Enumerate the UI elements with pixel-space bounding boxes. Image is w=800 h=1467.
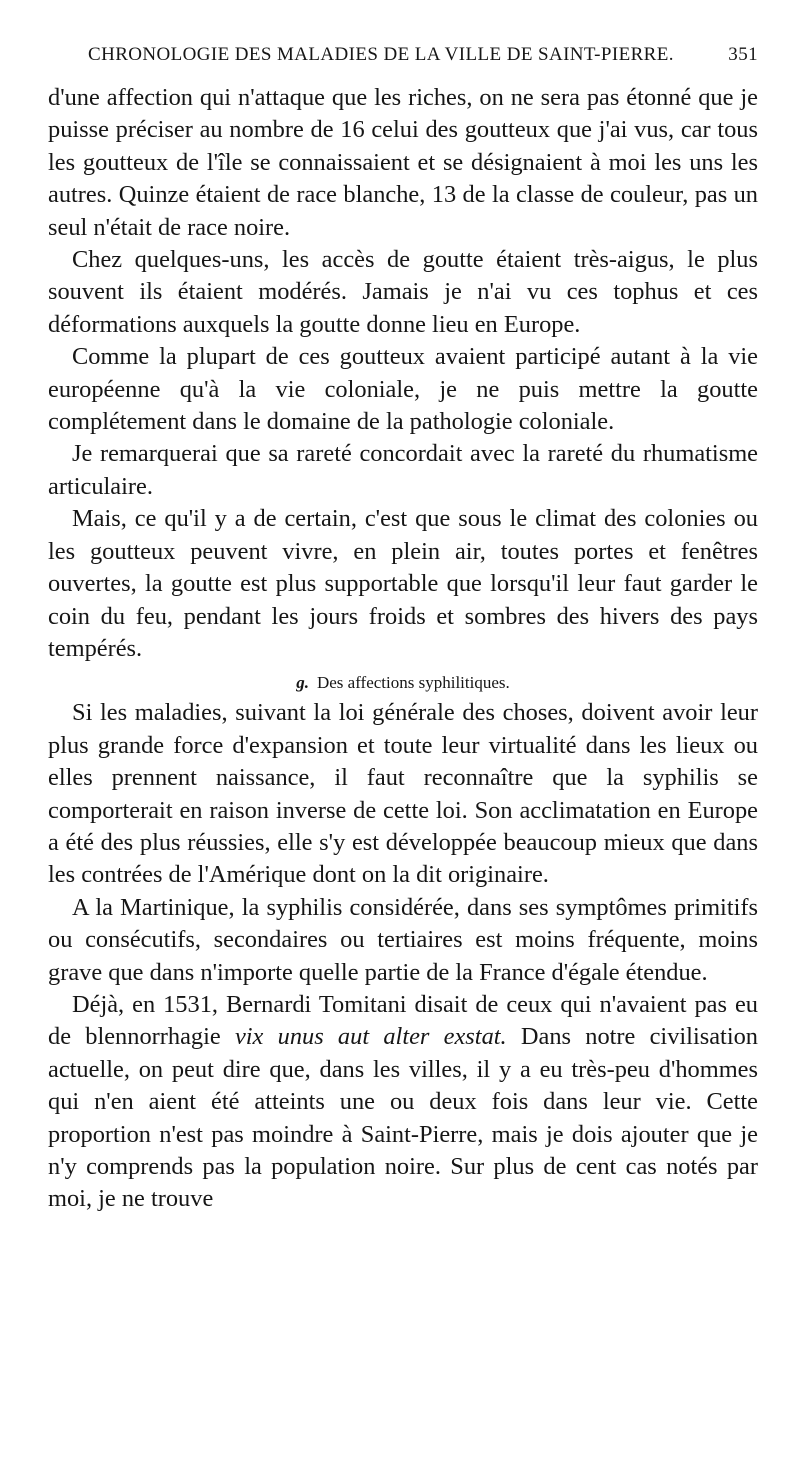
paragraph-goutte-count: d'une affection qui n'attaque que les riches, on ne sera pas étonné que je puisse préciser au nombre de 16 celui des goutteux que j'ai vus, car tous les goutteux de l'île se connaissaient et se désignaient à moi les uns les autres. Quinze étaient de race blanche, 13 de la classe de couleur, pas un seul n'était de race noire. <box>48 84 758 241</box>
running-head <box>48 44 758 72</box>
running-title: CHRONOLOGIE DES MALADIES DE LA VILLE DE SAINT-PIERRE. <box>88 44 674 65</box>
paragraph-rhumatisme: Je remarquerai que sa rareté concordait avec la rareté du rhumatisme articulaire. <box>48 440 758 500</box>
paragraph-syphilis-loi: Si les maladies, suivant la loi générale des choses, doivent avoir leur plus grande force d'expansion et toute leur virtualité dans les lieux ou elles prennent naissance, il faut reconnaître que la syphilis se comporterait en raison inverse de cette loi. Son acclimatation en Europe a été des plus réussies, elle s'y est développée beaucoup mieux que dans les contrées de l'Amérique dont on la dit originaire. <box>48 699 758 889</box>
latin-quote: vix unus aut alter exstat. <box>234 1023 507 1051</box>
section-heading <box>48 671 758 695</box>
paragraph-climat: Mais, ce qu'il y a de certain, c'est que sous le climat des colonies ou les goutteux peuvent vivre, en plein air, toutes portes et fenêtres ouvertes, la goutte est plus supportable que lorsqu'il leur faut garder le coin du feu, pendant les jours froids et sombres des hivers des pays tempérés. <box>48 505 758 662</box>
paragraph-tomitani <box>48 989 758 1216</box>
tomitani-text-before: Déjà, en 1531, Bernardi Tomitani disait de ceux qui n'avaient pas eu de blennorrhagie <box>48 990 758 1051</box>
book-page <box>48 0 758 1467</box>
paragraph-goutte-acces: Chez quelques-uns, les accès de goutte étaient très-aigus, le plus souvent ils étaient modérés. Jamais je n'ai vu ces tophus et ces déformations auxquels la goutte donne lieu en Europe. <box>48 246 758 338</box>
section-title: Des affections syphilitiques. <box>316 673 510 693</box>
section-number: g. <box>296 673 309 693</box>
body-text <box>48 82 758 1216</box>
paragraph-martinique: A la Martinique, la syphilis considérée, dans ses symptômes primitifs ou consécutifs, secondaires ou tertiaires est moins fréquente, moins grave que dans n'importe quelle partie de la France d'égale étendue. <box>48 893 758 986</box>
tomitani-text-after: Dans notre civilisation actuelle, on peut dire que, dans les villes, il y a eu très-peu d'hommes qui n'en aient été atteints une ou deux fois dans leur vie. Cette proportion n'est pas moindre à Saint-Pierre, mais je dois ajouter que je n'y comprends pas la population noire. Sur plus de cent cas notés par moi, je ne trouve <box>48 1023 758 1213</box>
page-number: 351 <box>728 44 758 65</box>
paragraph-goutte-coloniale: Comme la plupart de ces goutteux avaient participé autant à la vie européenne qu'à la vie coloniale, je ne puis mettre la goutte complétement dans le domaine de la pathologie coloniale. <box>48 343 758 436</box>
